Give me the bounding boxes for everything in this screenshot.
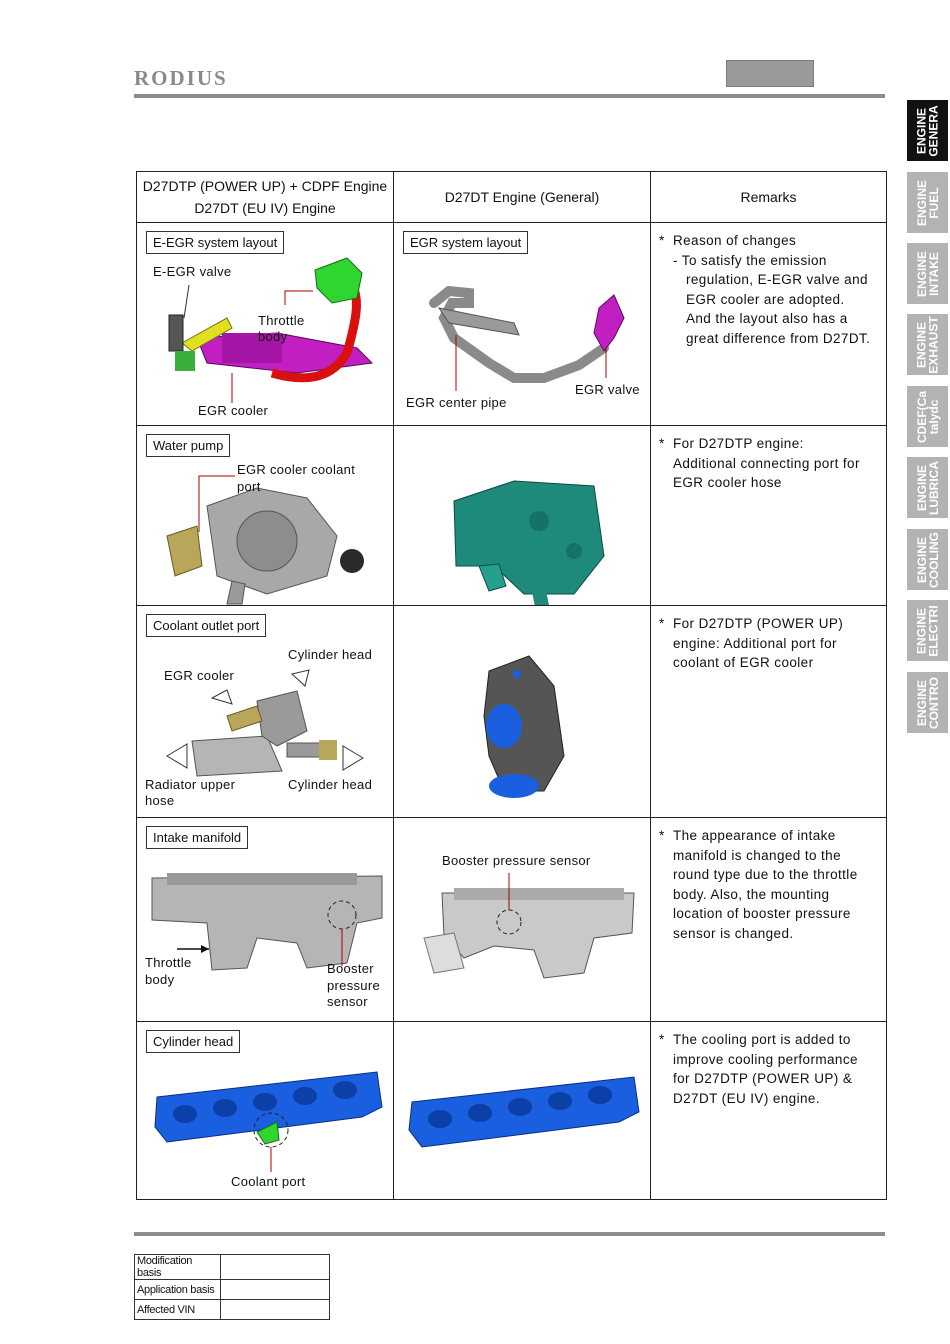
intake-manifold-general-cell [394,818,650,1021]
footer-rule [134,1232,885,1236]
cylinder-head-cell [137,1022,393,1199]
header-gray-box [726,60,814,87]
table-row [137,818,887,1022]
remark-head: For D27DTP engine: [673,436,804,451]
application-basis-value [221,1280,330,1300]
table-row [135,1255,330,1280]
caption-pressure: pressure [327,978,380,993]
table-row [137,606,887,818]
caption-radiator-upper: Radiator upper [145,777,236,792]
coolant-outlet-general-cell [394,606,650,817]
caption-body: body [145,972,175,987]
caption-e-egr-valve: E-EGR valve [153,264,232,279]
caption-sensor: sensor [327,994,368,1009]
water-pump-cell [137,426,393,605]
application-basis-label: Application basis [135,1280,221,1300]
tab-engine-exhaust[interactable]: ENGINE EXHAUST [907,314,948,375]
cylinder-head-label: Cylinder head [146,1030,240,1053]
tab-engine-general[interactable]: ENGINE GENERA [907,100,948,161]
caption-cylinder-head-bottom: Cylinder head [288,777,373,792]
caption-body: body [258,329,288,344]
affected-vin-label: Affected VIN [135,1300,221,1320]
egr-system-layout-label: EGR system layout [403,231,528,254]
remarks-egr: * Reason of changes - To satisfy the emission regulation, E-EGR valve and EGR cooler are adopted. And the layout also has a great difference from D27DT. [659,233,871,346]
remarks-cylinder-head: * The cooling port is added to improve cooling performance for D27DTP (POWER UP) & D27DT (EU IV) engine. [659,1032,858,1106]
modification-info-table [134,1254,330,1320]
caption-coolant-port: Coolant port [231,1174,306,1189]
thermostat-general-cell [394,426,650,605]
tab-engine-fuel[interactable]: ENGINE FUEL [907,172,948,233]
caption-egr-cooler-coolant: EGR cooler coolant [237,462,356,477]
caption-egr-center-pipe: EGR center pipe [406,395,507,410]
gray-elbow-illustration [394,606,650,817]
remarks-water-pump: * For D27DTP engine: Additional connecting port for EGR cooler hose [659,436,860,490]
table-row [137,426,887,606]
e-egr-system-layout-label: E-EGR system layout [146,231,284,254]
tab-engine-electrical[interactable]: ENGINE ELECTRI [907,600,948,661]
caption-egr-cooler: EGR cooler [164,668,235,683]
remarks-intake-manifold: * The appearance of intake manifold is changed to the round type due to the throttle body. Also, the mounting location of booster pressure sensor is changed. [659,828,858,941]
caption-egr-valve: EGR valve [575,382,640,397]
header-rule [134,94,885,98]
teal-housing-illustration [394,426,650,605]
header-new-engine: D27DTP (POWER UP) + CDPF Engine D27DT (EU IV) Engine [137,172,394,223]
water-pump-label: Water pump [146,434,230,457]
modification-basis-label: Modification basis [135,1255,221,1280]
tab-engine-intake[interactable]: ENGINE INTAKE [907,243,948,304]
remark-head: The appearance of intake [673,828,836,843]
cylinder-head-general-illustration [394,1022,650,1199]
caption-egr-cooler: EGR cooler [198,403,269,418]
affected-vin-value [221,1300,330,1320]
tab-engine-lubrication[interactable]: ENGINE LUBRICA [907,457,948,518]
remarks-coolant-outlet: * For D27DTP (POWER UP) engine: Additional port for coolant of EGR cooler [659,616,844,670]
intake-manifold-cell [137,818,393,1021]
header-remarks: Remarks [651,172,887,223]
coolant-outlet-cell [137,606,393,817]
egr-layout-cell [394,223,650,425]
intake-manifold-general-illustration [394,818,650,1021]
caption-throttle: Throttle [258,313,305,328]
header-general-engine: D27DT Engine (General) [394,172,651,223]
table-row [137,1022,887,1200]
tab-engine-cooling[interactable]: ENGINE COOLING [907,529,948,590]
table-row [135,1280,330,1300]
caption-booster-pressure-sensor: Booster pressure sensor [442,853,591,868]
tab-engine-control[interactable]: ENGINE CONTRO [907,672,948,733]
table-header-row [137,172,887,223]
remark-head: Reason of changes [673,233,797,248]
caption-port: port [237,479,261,494]
coolant-outlet-port-label: Coolant outlet port [146,614,266,637]
comparison-table [136,171,887,1200]
tab-cdpf[interactable]: CDEF(Ca talydc [907,386,948,447]
remark-head: The cooling port is added to [673,1032,851,1047]
remark-head: For D27DTP (POWER UP) [673,616,844,631]
caption-cylinder-head-top: Cylinder head [288,647,373,662]
e-egr-layout-cell [137,223,393,425]
caption-booster: Booster [327,961,374,976]
modification-basis-value [221,1255,330,1280]
table-row [135,1300,330,1320]
brand-logo: RODIUS [134,66,228,90]
table-row [137,223,887,426]
cylinder-head-general-cell [394,1022,650,1199]
caption-hose: hose [145,793,175,808]
caption-throttle: Throttle [145,955,192,970]
intake-manifold-label: Intake manifold [146,826,248,849]
